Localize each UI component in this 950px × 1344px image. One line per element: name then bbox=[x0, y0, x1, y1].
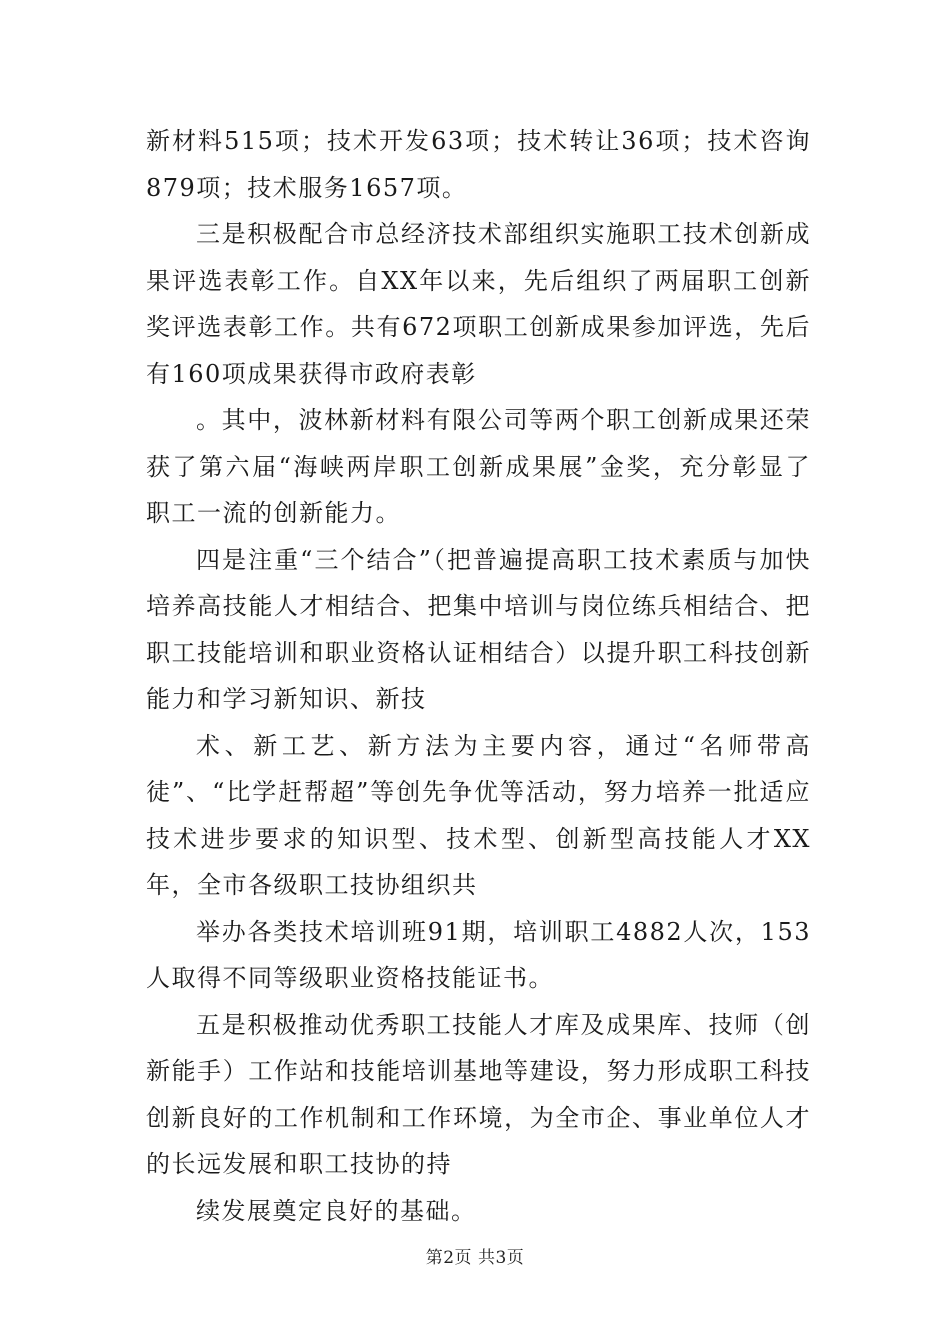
paragraph-5: 术、新工艺、新方法为主要内容，通过“名师带高徒”、“比学赶帮超”等创先争优等活动，努力培养一批适应技术进步要求的知识型、技术型、创新型高技能人才XX年，全市各级职工技协组织共 bbox=[146, 731, 811, 899]
paragraph-1: 新材料515项；技术开发63项；技术转让36项；技术咨询879项；技术服务1657项。 bbox=[146, 127, 811, 202]
document-body bbox=[146, 118, 811, 1234]
paragraph-7: 五是积极推动优秀职工技能人才库及成果库、技师（创新能手）工作站和技能培训基地等建设，努力形成职工科技创新良好的工作机制和工作环境，为全市企、事业单位人才的长远发展和职工技协的持 bbox=[146, 1010, 811, 1178]
paragraph-3: 。其中，波林新材料有限公司等两个职工创新成果还荣获了第六届“海峡两岸职工创新成果展”金奖，充分彰显了职工一流的创新能力。 bbox=[146, 406, 811, 527]
paragraph-2: 三是积极配合市总经济技术部组织实施职工技术创新成果评选表彰工作。自XX年以来，先后组织了两届职工创新奖评选表彰工作。共有672项职工创新成果参加评选，先后有160项成果获得市政府表彰 bbox=[146, 220, 811, 388]
paragraph-6: 举办各类技术培训班91期，培训职工4882人次，153人取得不同等级职业资格技能证书。 bbox=[146, 917, 811, 992]
paragraph-8: 续发展奠定良好的基础。 bbox=[196, 1196, 477, 1225]
paragraph-4: 四是注重“三个结合”（把普遍提高职工技术素质与加快培养高技能人才相结合、把集中培训与岗位练兵相结合、把职工技能培训和职业资格认证相结合）以提升职工科技创新能力和学习新知识、新技 bbox=[146, 545, 811, 713]
page-number-footer: 第2页 共3页 bbox=[425, 1248, 525, 1268]
